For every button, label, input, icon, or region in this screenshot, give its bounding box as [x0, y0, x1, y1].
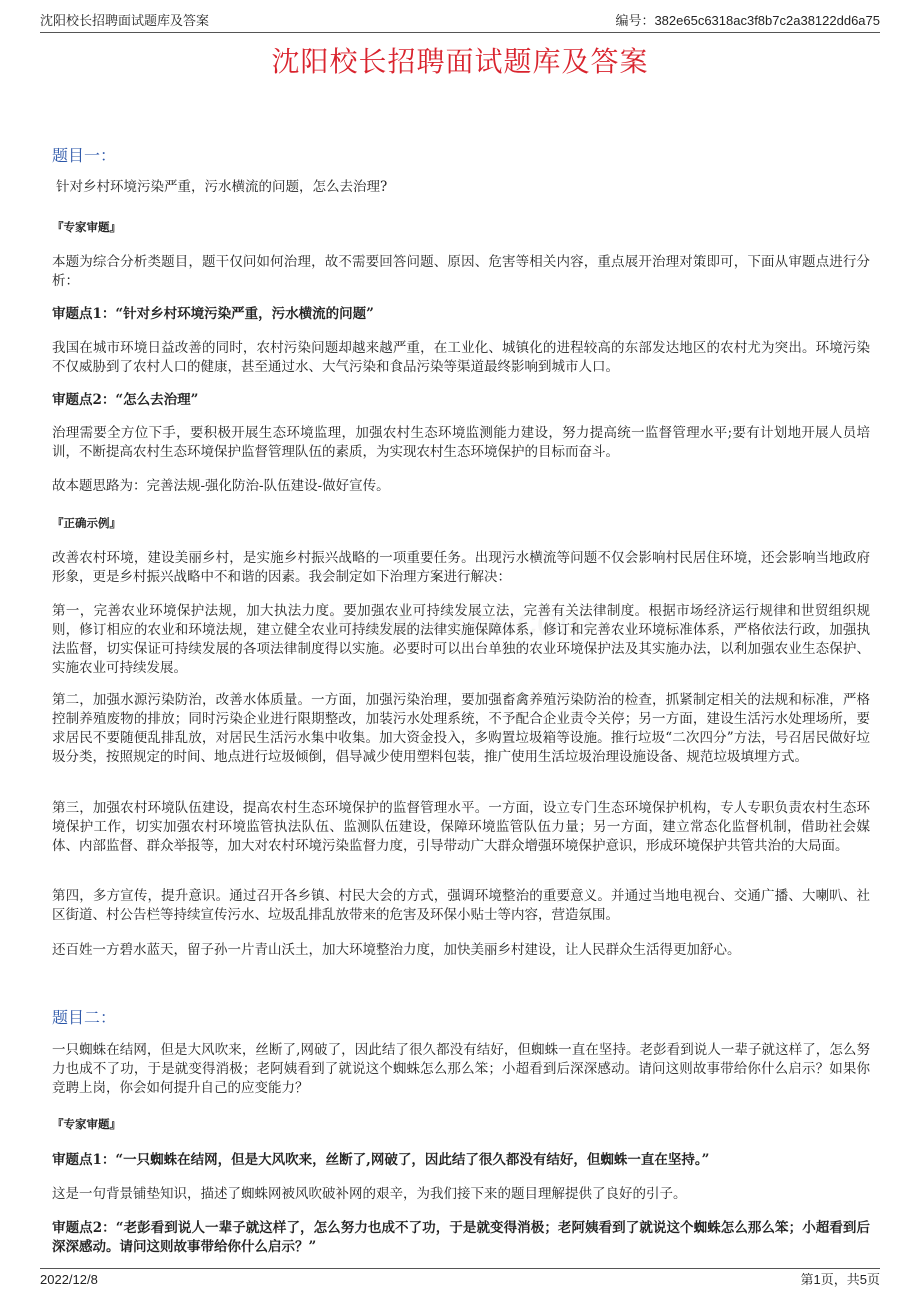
q2-review-point-1-text: 这是一句背景铺垫知识，描述了蜘蛛网被风吹破补网的艰辛，为我们接下来的题目理解提供了良好的引子。	[52, 1186, 687, 1202]
question-1-heading: 题目一：	[52, 146, 117, 165]
footer-page-number: 第1页，共5页	[800, 1272, 880, 1287]
page-footer	[40, 1268, 880, 1291]
expert-review-tag-2: 『专家审题』	[52, 1117, 121, 1131]
review-point-1-title: 审题点1：“针对乡村环境污染严重，污水横流的问题”	[52, 306, 374, 322]
analysis-intro: 本题为综合分析类题目，题干仅问如何治理，故不需要回答问题、原因、危害等相关内容，重点展开治理对策即可，下面从审题点进行分析：	[52, 254, 870, 289]
footer-date: 2022/12/8	[40, 1272, 98, 1287]
q2-review-point-2-title: 审题点2：“老彭看到说人一辈子就这样了，怎么努力也成不了功，于是就变得消极；老阿姨看到了就说这个蜘蛛怎么那么笨；小超看到后深深感动。请问这则故事带给你什么启示？”	[52, 1220, 870, 1255]
question-2-heading: 题目二：	[52, 1008, 117, 1027]
header-doc-name: 沈阳校长招聘面试题库及答案	[40, 13, 210, 28]
correct-example-tag: 『正确示例』	[52, 516, 121, 530]
review-point-2-text: 治理需要全方位下手，要积极开展生态环境监理，加强农村生态环境监测能力建设，努力提高统一监督管理水平;要有计划地开展人员培训，不断提高农村生态环境保护监督管理队伍的素质，为实现农村生态环境保护的目标而奋斗。	[52, 425, 870, 460]
q2-review-point-1-title: 审题点1：“一只蜘蛛在结网，但是大风吹来，丝断了,网破了，因此结了很久都没有结好，但蜘蛛一直在坚持。”	[52, 1152, 710, 1168]
document-title: 沈阳校长招聘面试题库及答案	[271, 45, 649, 78]
example-point-4: 第四，多方宣传，提升意识。通过召开各乡镇、村民大会的方式，强调环境整治的重要意义。并通过当地电视台、交通广播、大喇叭、社区街道、村公告栏等持续宣传污水、垃圾乱排乱放带来的危害及环保小贴士等内容，营造氛围。	[52, 888, 870, 923]
question-1-text: 针对乡村环境污染严重，污水横流的问题，怎么去治理?	[56, 179, 388, 195]
review-point-2-title: 审题点2：“怎么去治理”	[52, 392, 199, 408]
analysis-summary: 故本题思路为：完善法规-强化防治-队伍建设-做好宣传。	[52, 478, 390, 494]
example-conclusion: 还百姓一方碧水蓝天，留子孙一片青山沃土，加大环境整治力度，加快美丽乡村建设，让人民群众生活得更加舒心。	[52, 942, 741, 958]
expert-review-tag: 『专家审题』	[52, 220, 121, 234]
page-header	[40, 12, 880, 33]
review-point-1-text: 我国在城市环境日益改善的同时，农村污染问题却越来越严重，在工业化、城镇化的进程较高的东部发达地区的农村尤为突出。环境污染不仅威胁到了农村人口的健康，甚至通过水、大气污染和食品污染等渠道最终影响到城市人口。	[52, 340, 870, 375]
header-doc-id: 编号：382e65c6318ac3f8b7c2a38122dd6a75	[615, 13, 880, 28]
example-point-2: 第二，加强水源污染防治，改善水体质量。一方面，加强污染治理，要加强畜禽养殖污染防治的检查，抓紧制定相关的法规和标准，严格控制养殖废物的排放；同时污染企业进行限期整改，加装污水处理系统，不予配合企业责令关停；另一方面，建设生活污水处理场所，要求居民不要随便乱排乱放，对居民生活污水集中收集。加大资金投入，多购置垃圾箱等设施。推行垃圾“二次四分”方法，号召居民做好垃圾分类，按照规定的时间、地点进行垃圾倾倒，倡导减少使用塑料包装，推广使用生活垃圾治理设施设备、规范垃圾填埋方式。	[52, 692, 870, 765]
example-point-1: 第一，完善农业环境保护法规，加大执法力度。要加强农业可持续发展立法，完善有关法律制度。根据市场经济运行规律和世贸组织规则，修订相应的农业和环境法规，建立健全农业可持续发展的法律实施保障体系，修订和完善农业环境标准体系，严格依法行政，加强执法监督，切实保证可持续发展的各项法律制度得以实施。必要时可以出台单独的农业环境保护法及其实施办法，以利加强农业生态保护、实施农业可持续发展。	[52, 603, 870, 676]
question-2-text: 一只蜘蛛在结网，但是大风吹来，丝断了,网破了，因此结了很久都没有结好，但蜘蛛一直在坚持。老彭看到说人一辈子就这样了，怎么努力也成不了功，于是就变得消极；老阿姨看到了就说这个蜘蛛怎么那么笨；小超看到后深深感动。请问这则故事带给你什么启示？如果你竞聘上岗，你会如何提升自己的应变能力？	[52, 1042, 870, 1096]
example-point-3: 第三，加强农村环境队伍建设，提高农村生态环境保护的监督管理水平。一方面，设立专门生态环境保护机构，专人专职负责农村生态环境保护工作，切实加强农村环境监管执法队伍、监测队伍建设，保障环境监管队伍力量；另一方面，建立常态化监督机制，借助社会媒体、内部监督、群众举报等，加大对农村环境污染监督力度，引导带动广大群众增强环境保护意识，形成环境保护共管共治的大局面。	[52, 800, 870, 854]
watermark	[330, 600, 592, 645]
example-intro: 改善农村环境，建设美丽乡村，是实施乡村振兴战略的一项重要任务。出现污水横流等问题不仅会影响村民居住环境，还会影响当地政府形象，更是乡村振兴战略中不和谐的因素。我会制定如下治理方案进行解决：	[52, 550, 870, 585]
